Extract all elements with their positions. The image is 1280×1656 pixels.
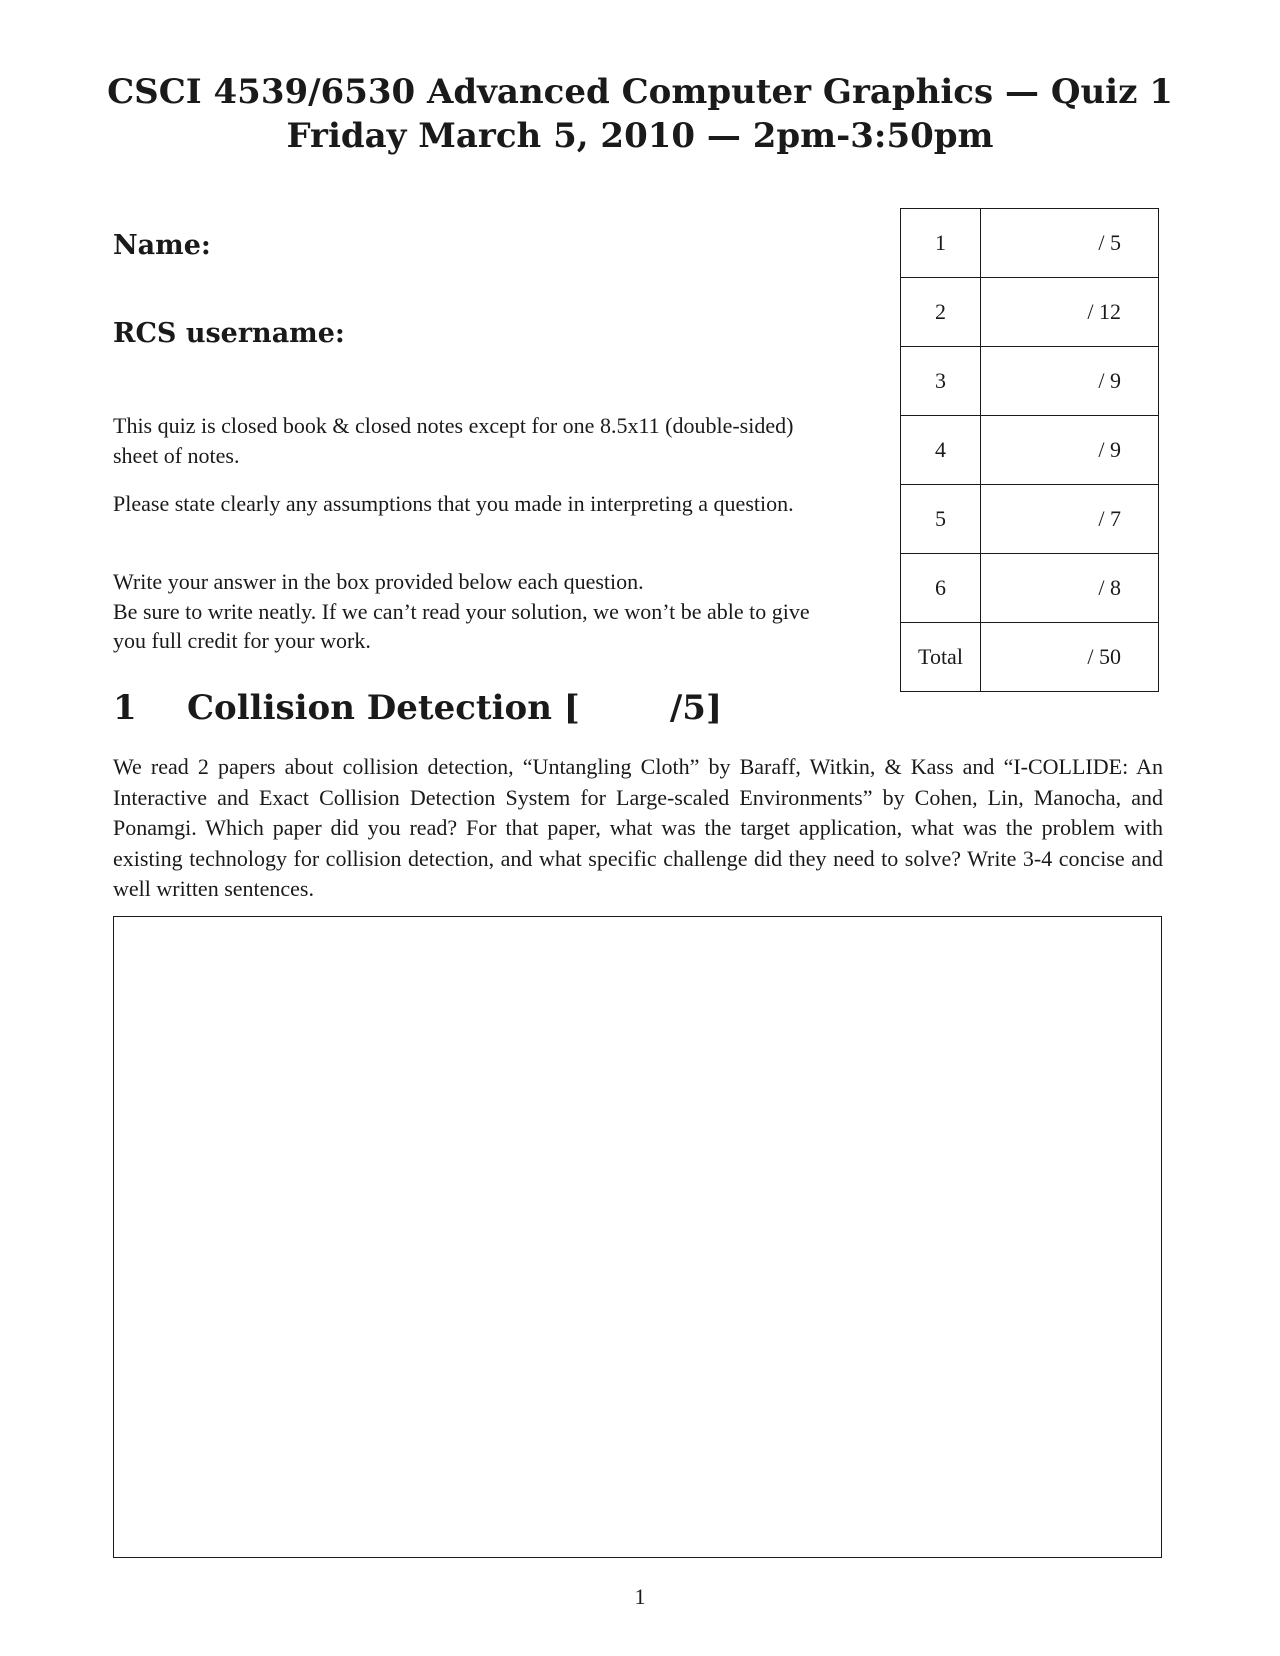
score-row bbox=[901, 416, 1159, 485]
answer-box[interactable] bbox=[113, 916, 1162, 1558]
quiz-title: CSCI 4539/6530 Advanced Computer Graphics — Quiz 1 bbox=[107, 72, 1173, 112]
rcs-username-label: RCS username: bbox=[113, 318, 345, 349]
section-title: Collision Detection [ bbox=[187, 688, 580, 728]
score-total-points: / 50 bbox=[981, 623, 1159, 692]
section-score: /5] bbox=[669, 688, 723, 728]
score-question-cell: 4 bbox=[901, 416, 981, 485]
score-question-cell: 5 bbox=[901, 485, 981, 554]
score-row bbox=[901, 347, 1159, 416]
score-row bbox=[901, 485, 1159, 554]
question-text: We read 2 papers about collision detection, “Untangling Cloth” by Baraff, Witkin, & Kass and “I-COLLIDE: An Interactive and Exact Collision Detection System for Large-scaled Environments” by Cohen, Lin, Manocha, and Ponamgi. Which paper did you read? For that paper, what was the target application, what was the problem with existing technology for collision detection, and what specific challenge did they need to solve? Write 3-4 concise and well written sentences. bbox=[113, 754, 1163, 901]
score-total-label: Total bbox=[901, 623, 981, 692]
score-row bbox=[901, 278, 1159, 347]
score-question-cell: 1 bbox=[901, 209, 981, 278]
score-points-cell: / 9 bbox=[981, 347, 1159, 416]
name-label: Name: bbox=[113, 230, 211, 261]
score-row bbox=[901, 554, 1159, 623]
instructions-answer-line2: Be sure to write neatly. If we can’t read your solution, we won’t be able to give you full credit for your work. bbox=[113, 598, 810, 653]
score-question-cell: 3 bbox=[901, 347, 981, 416]
score-points-cell: / 5 bbox=[981, 209, 1159, 278]
instructions-answer-line1: Write your answer in the box provided below each question. bbox=[113, 569, 644, 594]
instructions-notes: This quiz is closed book & closed notes except for one 8.5x11 (double-sided) sheet of notes. bbox=[113, 413, 794, 468]
section-heading bbox=[113, 686, 722, 730]
instructions-answer bbox=[113, 567, 813, 656]
quiz-date: Friday March 5, 2010 — 2pm-3:50pm bbox=[286, 116, 994, 156]
score-points-cell: / 8 bbox=[981, 554, 1159, 623]
section-number: 1 bbox=[113, 688, 137, 728]
score-points-cell: / 9 bbox=[981, 416, 1159, 485]
score-row bbox=[901, 209, 1159, 278]
score-points-cell: / 7 bbox=[981, 485, 1159, 554]
page-number: 1 bbox=[634, 1584, 646, 1609]
score-table bbox=[900, 208, 1159, 692]
score-row-total bbox=[901, 623, 1159, 692]
score-question-cell: 2 bbox=[901, 278, 981, 347]
score-points-cell: / 12 bbox=[981, 278, 1159, 347]
score-question-cell: 6 bbox=[901, 554, 981, 623]
instructions-assumptions: Please state clearly any assumptions that you made in interpreting a question. bbox=[113, 491, 794, 516]
